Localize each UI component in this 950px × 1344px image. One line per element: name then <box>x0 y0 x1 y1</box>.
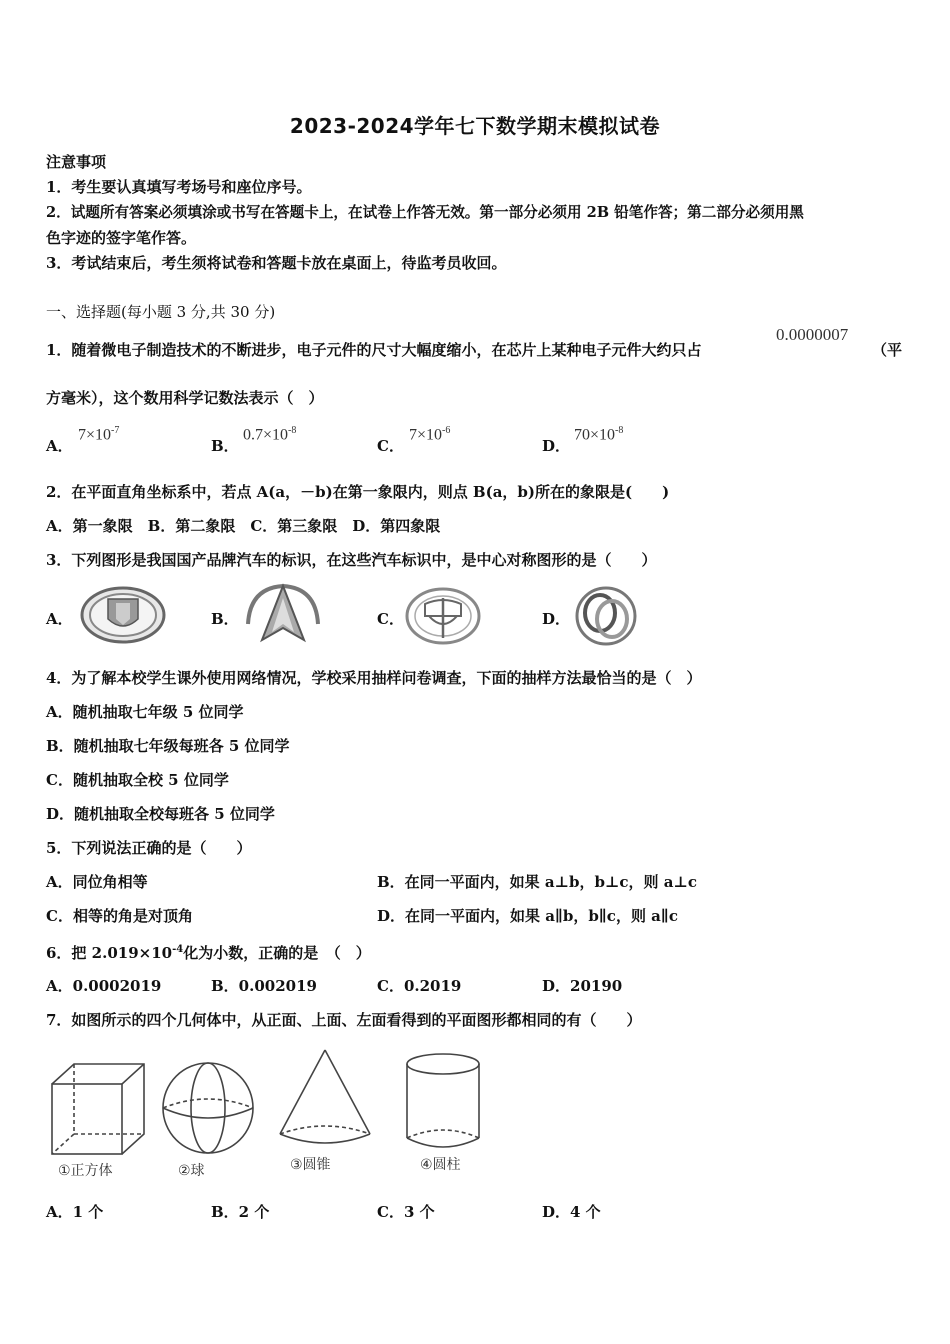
question-6-text: 6．把 $2.019\times 10^{-4}$化为小数，正确的是 （ ） <box>46 944 371 962</box>
question-4-text: 4．为了解本校学生课外使用网络情况，学校采用抽样问卷调查，下面的抽样方法最恰当的是（ ） <box>46 669 702 687</box>
question-7-option: C．3 个 <box>377 1203 435 1221</box>
question-7-text: 7．如图所示的四个几何体中，从正面、上面、左面看得到的平面图形都相同的有（ ） <box>46 1011 642 1029</box>
option-label: D． <box>542 437 571 455</box>
figure-label: ④圆柱 <box>420 1157 461 1173</box>
question-6-option: D．20190 <box>542 977 623 995</box>
question-1-text: 1．随着微电子制造技术的不断进步，电子元件的尺寸大幅度缩小，在芯片上某种电子元件大约只占 <box>46 341 702 359</box>
question-4-option: D．随机抽取全校每班各 5 位同学 <box>46 805 275 823</box>
question-5-option: A．同位角相等 <box>46 873 148 891</box>
option-a-value: $7\times 10^{-7}$ <box>78 425 120 444</box>
question-4-option: A．随机抽取七年级 5 位同学 <box>46 703 244 721</box>
question-7-option: A．1 个 <box>46 1203 104 1221</box>
notice-item: 色字迹的签字笔作答。 <box>46 229 197 247</box>
notice-item: 1．考生要认真填写考场号和座位序号。 <box>46 178 312 196</box>
option-b-value: $0.7\times 10^{-8}$ <box>243 425 297 444</box>
question-5-text: 5．下列说法正确的是（ ） <box>46 839 252 857</box>
question-5-option: B．在同一平面内，如果 a⊥b，b⊥c，则 a⊥c <box>377 873 698 891</box>
option-label: B． <box>211 610 239 628</box>
page-title: 2023-2024学年七下数学期末模拟试卷 <box>289 114 661 138</box>
notice-heading: 注意事项 <box>46 153 107 171</box>
option-label: A． <box>46 437 73 455</box>
question-3-text: 3．下列图形是我国国产品牌汽车的标识，在这些汽车标识中，是中心对称图形的是（ ） <box>46 551 657 569</box>
question-2-options: A．第一象限 B．第二象限 C．第三象限 D．第四象限 <box>46 517 441 535</box>
question-6-option: C．0.2019 <box>377 977 462 995</box>
question-7-option: B．2 个 <box>211 1203 270 1221</box>
question-1-text-end: （平 <box>872 341 903 359</box>
cube-shape <box>52 1064 144 1154</box>
option-label: A． <box>46 610 73 628</box>
cone-shape <box>280 1050 370 1143</box>
question-5-option: C．相等的角是对顶角 <box>46 907 193 925</box>
car-logo-d-icon <box>574 585 638 647</box>
question-6-option: A．0.0002019 <box>46 977 162 995</box>
option-c-value: $7\times 10^{-6}$ <box>409 425 451 444</box>
option-label: C． <box>377 610 404 628</box>
figure-label: ①正方体 <box>58 1163 113 1179</box>
sphere-shape <box>163 1063 253 1153</box>
figure-label: ②球 <box>178 1163 205 1179</box>
question-2-text: 2．在平面直角坐标系中，若点 A(a，－b)在第一象限内，则点 B(a，b)所在的象限是( ) <box>46 483 670 501</box>
question-1-text-2: 方毫米），这个数用科学记数法表示（ ） <box>46 389 324 407</box>
option-d-value: $70\times 10^{-8}$ <box>574 425 624 444</box>
car-logo-c-icon <box>403 586 483 646</box>
question-7-option: D．4 个 <box>542 1203 601 1221</box>
question-1-value: 0.0000007 <box>776 325 849 344</box>
cylinder-shape <box>407 1054 479 1147</box>
car-logo-a-icon <box>80 585 166 645</box>
question-4-option: B．随机抽取七年级每班各 5 位同学 <box>46 737 290 755</box>
question-5-option: D．在同一平面内，如果 a∥b，b∥c，则 a∥c <box>377 907 678 925</box>
option-label: D． <box>542 610 571 628</box>
car-logo-b-icon <box>240 582 326 648</box>
option-label: B． <box>211 437 239 455</box>
question-6-option: B．0.002019 <box>211 977 317 995</box>
section-heading: 一、选择题(每小题 3 分,共 30 分) <box>46 303 276 321</box>
notice-item: 2．试题所有答案必须填涂或书写在答题卡上，在试卷上作答无效。第一部分必须用 2B 铅笔作答；第二部分必须用黑 <box>46 204 804 221</box>
option-label: C． <box>377 437 404 455</box>
question-4-option: C．随机抽取全校 5 位同学 <box>46 771 229 789</box>
notice-item: 3．考试结束后，考生须将试卷和答题卡放在桌面上，待监考员收回。 <box>46 254 507 272</box>
figure-label: ③圆锥 <box>290 1157 331 1173</box>
